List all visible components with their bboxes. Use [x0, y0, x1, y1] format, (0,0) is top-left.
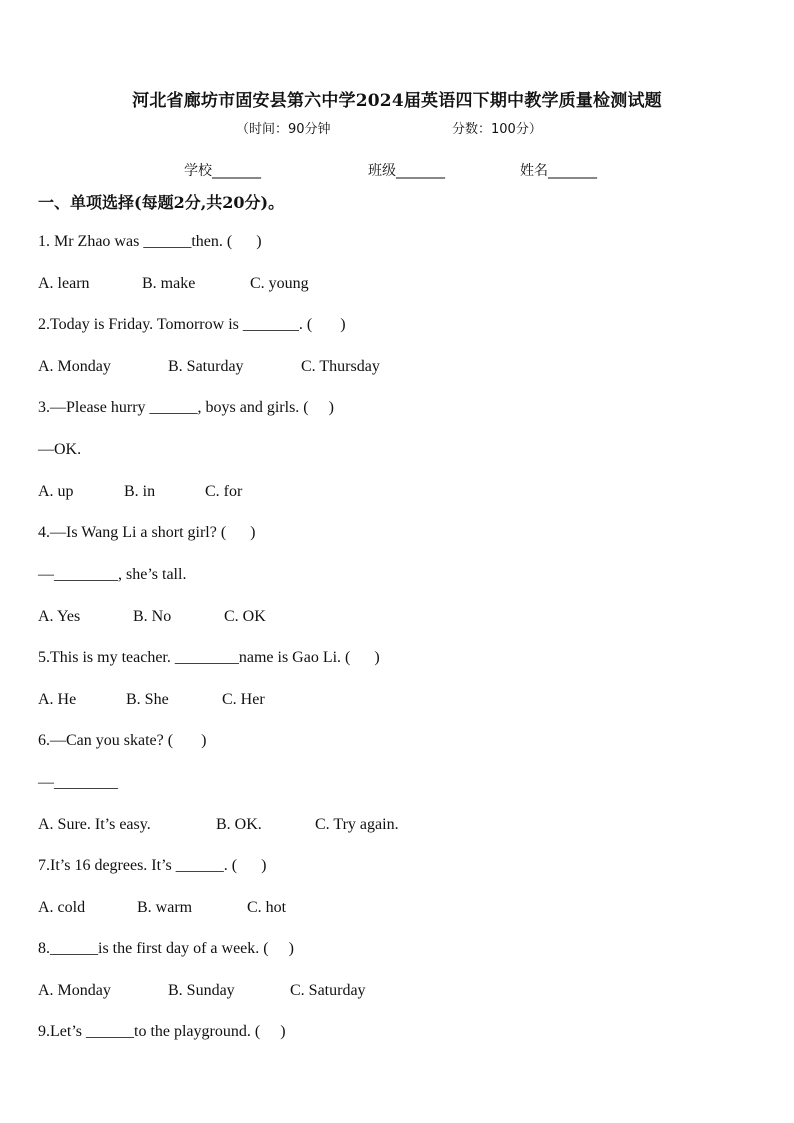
option-b[interactable]: B. She	[126, 691, 169, 708]
option-b[interactable]: B. No	[133, 608, 172, 625]
school-field[interactable]: 学校_______	[184, 163, 261, 179]
question-4: 4.—Is Wang Li a short girl? ( )	[38, 524, 256, 541]
option-a[interactable]: A. cold	[38, 899, 86, 916]
question-3-options	[38, 483, 738, 505]
question-9: 9.Let’s ______to the playground. ( )	[38, 1023, 286, 1040]
question-1-options	[38, 275, 738, 297]
question-2-options	[38, 358, 738, 380]
option-c[interactable]: C. Thursday	[301, 358, 380, 375]
question-3-reply: —OK.	[38, 441, 82, 458]
exam-score: 分数：100分）	[452, 122, 542, 137]
option-b[interactable]: B. warm	[137, 899, 193, 916]
option-a[interactable]: A. Monday	[38, 982, 111, 999]
option-c[interactable]: C. for	[205, 483, 243, 500]
option-b[interactable]: B. OK.	[216, 816, 262, 833]
question-6: 6.—Can you skate? ( )	[38, 732, 207, 749]
option-a[interactable]: A. Monday	[38, 358, 111, 375]
option-c[interactable]: C. OK	[224, 608, 266, 625]
question-6-options	[38, 816, 738, 838]
question-1: 1. Mr Zhao was ______then. ( )	[38, 233, 262, 250]
option-a[interactable]: A. He	[38, 691, 77, 708]
question-7: 7.It’s 16 degrees. It’s ______. ( )	[38, 857, 267, 874]
question-5-options	[38, 691, 738, 713]
section-heading: 一、单项选择(每题2分,共20分)。	[38, 193, 285, 212]
option-c[interactable]: C. Her	[222, 691, 265, 708]
option-c[interactable]: C. young	[250, 275, 309, 292]
option-a[interactable]: A. Sure. It’s easy.	[38, 816, 151, 833]
option-c[interactable]: C. Saturday	[290, 982, 366, 999]
option-b[interactable]: B. in	[124, 483, 156, 500]
question-7-options	[38, 899, 738, 921]
exam-meta	[0, 118, 794, 138]
exam-time: （时间：90分钟	[236, 122, 331, 137]
question-4-reply: —________, she’s tall.	[38, 566, 187, 583]
question-6-reply: —________	[38, 774, 118, 791]
question-5: 5.This is my teacher. ________name is Gao Li. ( )	[38, 649, 380, 666]
page-title: 河北省廊坊市固安县第六中学2024届英语四下期中教学质量检测试题	[132, 91, 662, 111]
student-info-row	[0, 160, 794, 180]
question-8: 8.______is the first day of a week. ( )	[38, 940, 294, 957]
question-8-options	[38, 982, 738, 1004]
option-c[interactable]: C. Try again.	[315, 816, 399, 833]
question-4-options	[38, 608, 738, 630]
option-b[interactable]: B. Sunday	[168, 982, 235, 999]
question-2: 2.Today is Friday. Tomorrow is _______. ( )	[38, 316, 346, 333]
question-3: 3.—Please hurry ______, boys and girls. ( )	[38, 399, 334, 416]
name-field[interactable]: 姓名_______	[520, 163, 597, 179]
option-a[interactable]: A. Yes	[38, 608, 81, 625]
option-a[interactable]: A. up	[38, 483, 74, 500]
option-a[interactable]: A. learn	[38, 275, 90, 292]
option-b[interactable]: B. Saturday	[168, 358, 244, 375]
class-field[interactable]: 班级_______	[368, 163, 445, 179]
option-c[interactable]: C. hot	[247, 899, 287, 916]
option-b[interactable]: B. make	[142, 275, 196, 292]
